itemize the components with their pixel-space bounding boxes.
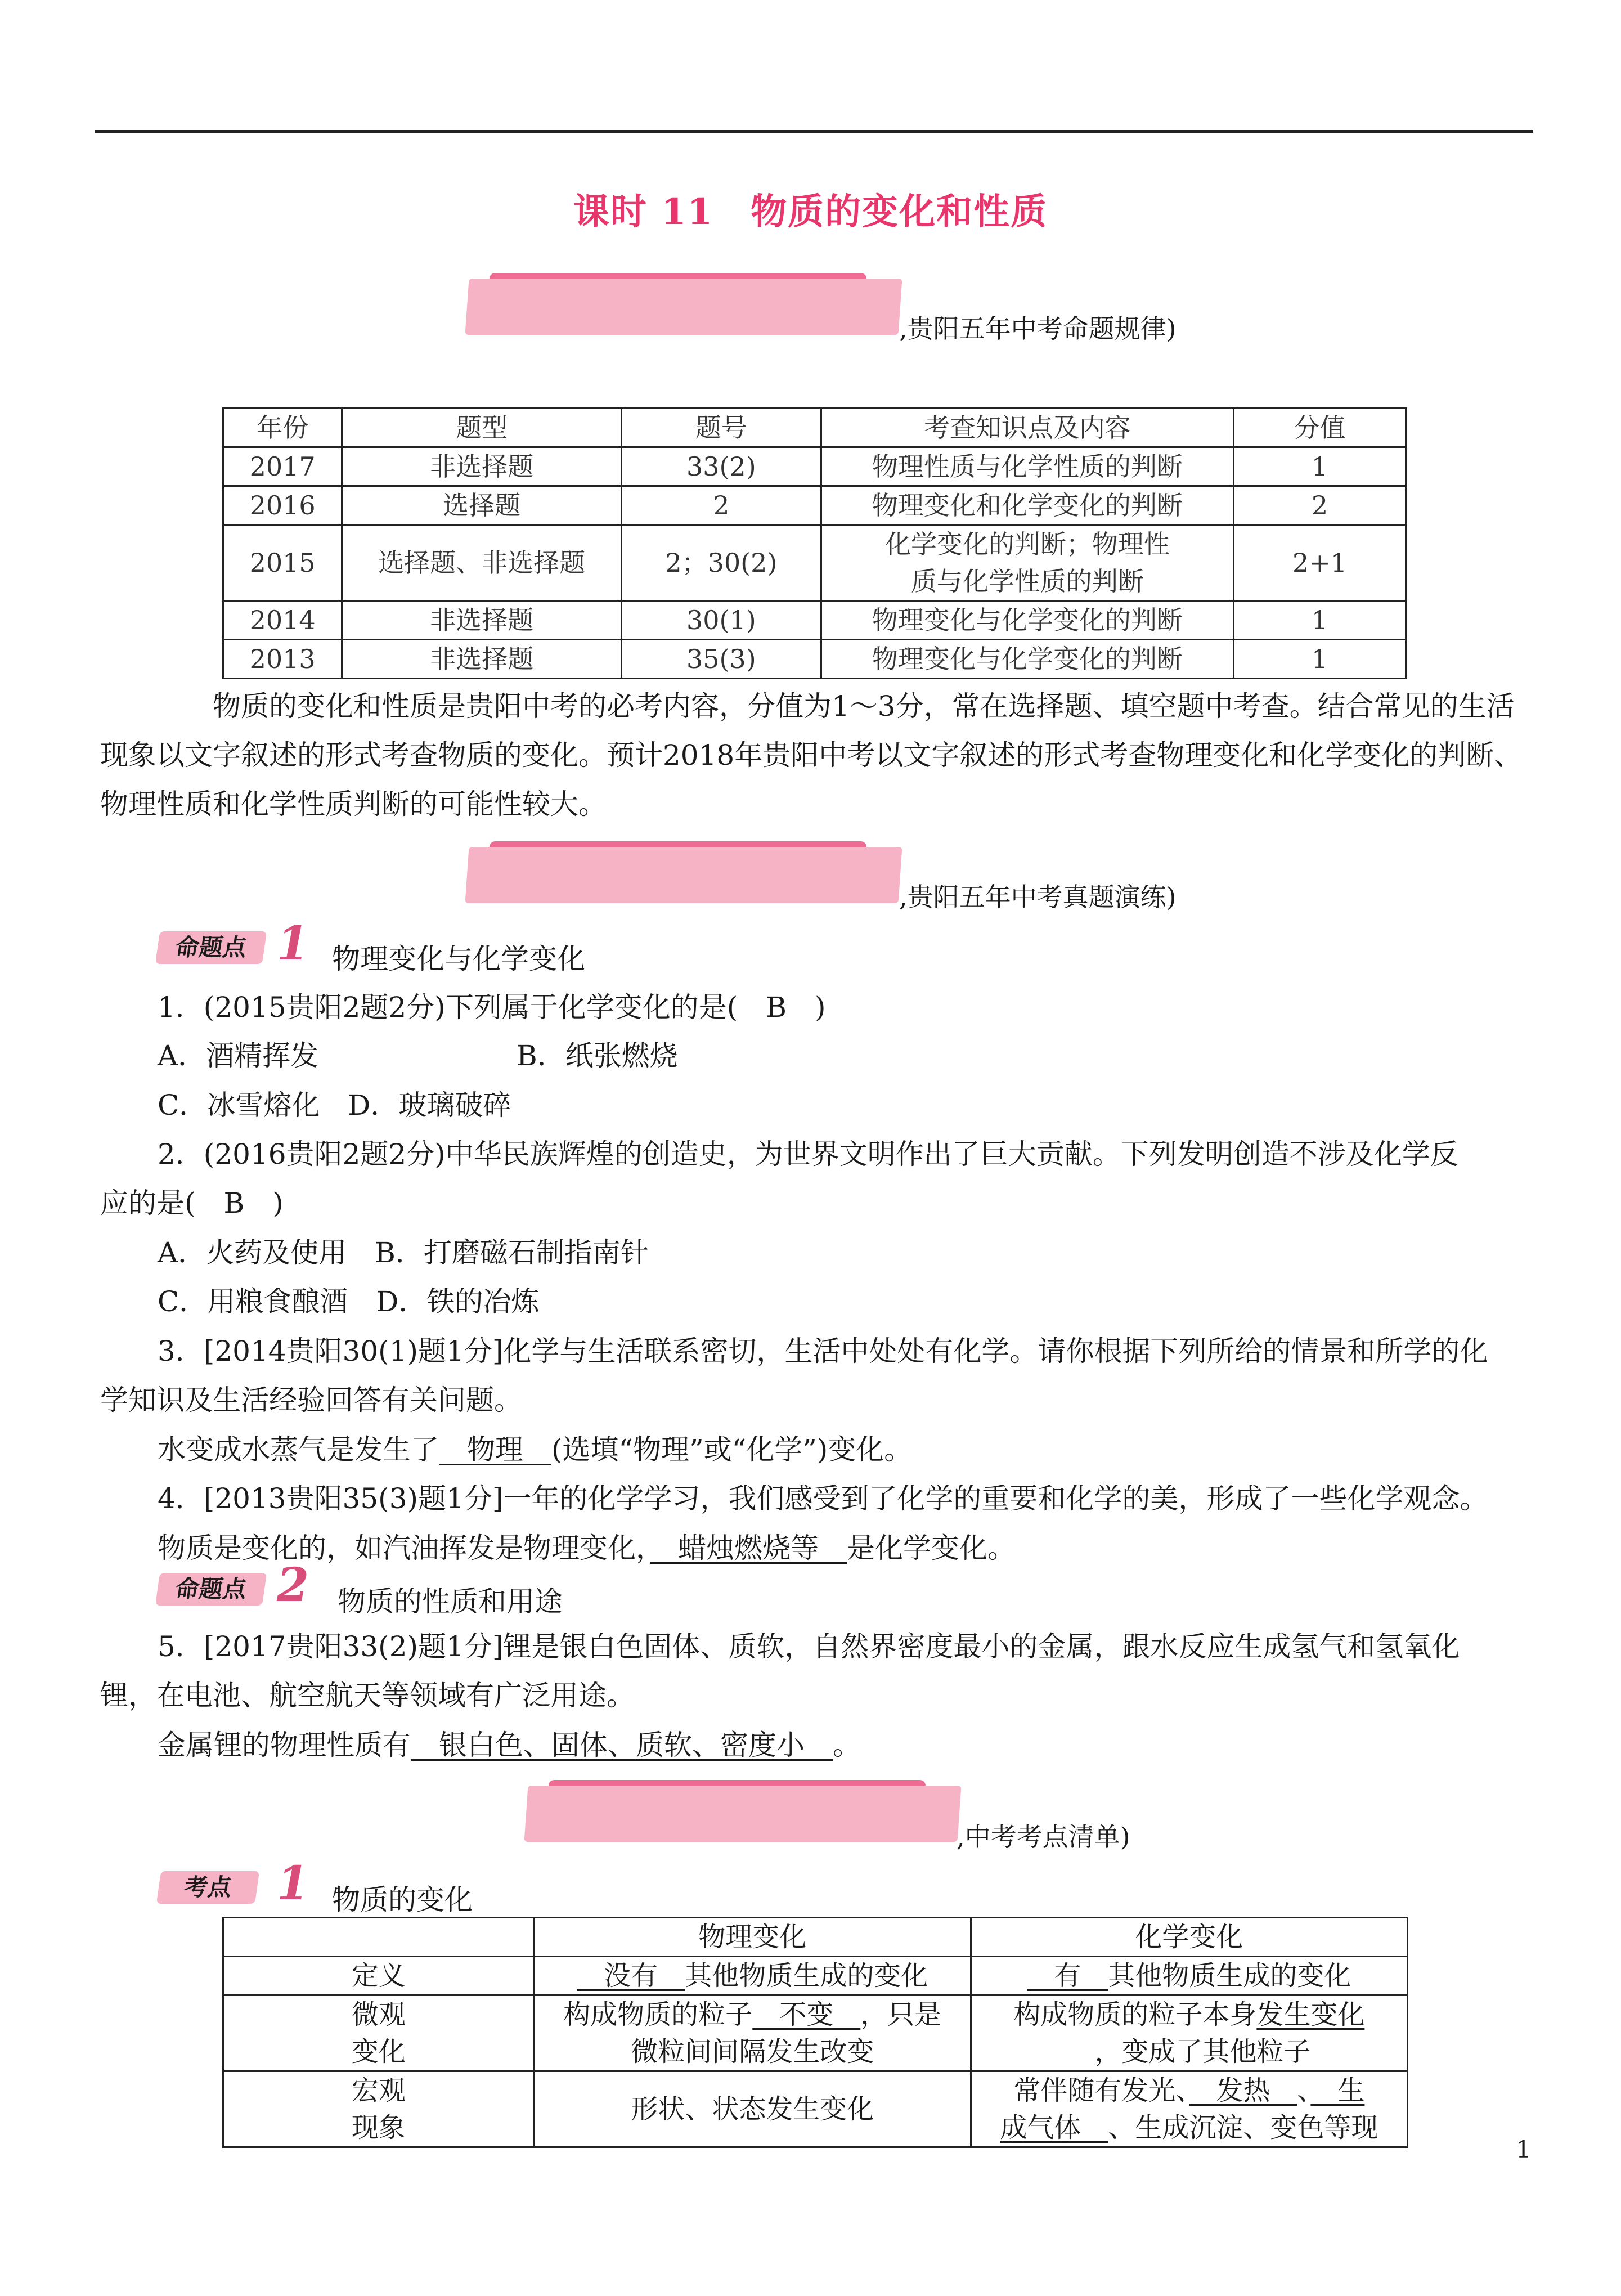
chemical-macro-text: 常伴随有发光、 [1013,2075,1189,2106]
topic-badge-1: 命题点 [155,931,267,964]
question-3-answer: 物理 [439,1433,551,1466]
keypoint-title-1: 物质的变化 [332,1884,473,1916]
physical-micro-text-3: 微粒间间隔发生改变 [631,2036,874,2068]
cell: 1 [1234,447,1406,486]
physical-micro-answer: 不变 [752,1999,861,2030]
cell: 物理变化与化学变化的判断 [821,640,1233,679]
physical-definition [534,1957,971,1995]
chemical-micro-text-2: ，变成了其他粒子 [1067,2036,1311,2068]
question-2-options-cd: C．用粮食酿酒 D．铁的冶炼 [158,1285,540,1318]
table-row-macro [223,2071,1408,2147]
chemical-definition [971,1957,1407,1995]
table-row [223,486,1406,525]
question-1-stem: 1．(2015贵阳2题2分)下列属于化学变化的是( [158,991,766,1024]
chemical-macro-sep: 、 [1297,2075,1311,2106]
exam-pattern-table [222,407,1407,679]
cell: 2015 [223,525,342,601]
question-4-line-1: 4．[2013贵阳35(3)题1分]一年的化学学习，我们感受到了化学的重要和化学的美，形成了一些化学观念。 [158,1482,1488,1515]
top-rule [95,130,1533,133]
section-banner-2 [467,841,900,906]
cell: 2016 [223,486,342,525]
chemical-macro [971,2071,1407,2147]
question-4-fill-end: 是化学变化。 [847,1532,1016,1564]
row-label-macro [223,2071,535,2147]
banner-caption-3: ,中考考点清单) [957,1822,1130,1852]
question-5-answer: 银白色、固体、质软、密度小 [411,1729,833,1761]
question-2-stem-end: ) [244,1187,284,1219]
row-label-micro-1: 微观 [351,1999,406,2030]
cell: 化学变化的判断；物理性质与化学性质的判断 [821,525,1233,601]
cell: 非选择题 [342,447,622,486]
table-row [223,640,1406,679]
topic-title-1: 物理变化与化学变化 [332,943,585,975]
cell: 33(2) [621,447,821,486]
question-1-stem-end: ) [786,991,826,1024]
question-2-stem: 应的是( [100,1187,224,1219]
question-1-option-a: A．酒精挥发 [158,1039,319,1072]
cell: 物理变化与化学变化的判断 [821,601,1233,640]
section-banner-3 [526,1780,959,1845]
topic-title-2: 物质的性质和用途 [338,1585,563,1618]
chemical-macro-answer-2a: 生 [1310,2075,1365,2106]
cell: 2 [621,486,821,525]
cell: 2 [1234,486,1406,525]
physical-definition-answer: 没有 [577,1960,685,1992]
question-1-answer: B [766,991,787,1024]
cell: 物理性质与化学性质的判断 [821,447,1233,486]
summary-paragraph: 物质的变化和性质是贵阳中考的必考内容，分值为1～3分，常在选择题、填空题中考查。结合常见的生活现象以文字叙述的形式考查物质的变化。预计2018年贵阳中考以文字叙述的形式考查物理变化和化学变化的判断、物理性质和化学性质判断的可能性较大。 [100,690,1523,820]
section-banner-1 [467,273,900,338]
keypoint-number-1: 1 [277,1856,309,1911]
cell: 非选择题 [342,601,622,640]
topic-badge-2: 命题点 [155,1573,267,1606]
header-physical: 物理变化 [534,1918,971,1957]
topic-number-1: 1 [277,917,309,971]
table-row-definition [223,1957,1408,1995]
keypoint-badge-1: 考点 [156,1871,259,1904]
page-number: 1 [1516,2136,1531,2163]
banner-caption-2: ,贵阳五年中考真题演练) [899,882,1177,912]
question-1 [158,985,825,1025]
chemical-definition-answer: 有 [1027,1960,1108,1992]
chemical-micro [971,1995,1407,2071]
header-chemical: 化学变化 [971,1918,1407,1957]
question-2-line-2 [100,1181,284,1221]
table-header-row [223,409,1406,447]
cell: 1 [1234,640,1406,679]
physical-definition-text: 其他物质生成的变化 [685,1960,928,1992]
header-type: 题型 [342,409,622,447]
question-3-line-2: 学知识及生活经验回答有关问题。 [100,1384,522,1416]
question-2-answer: B [223,1187,245,1219]
page-title: 课时 11 物质的变化和性质 [573,191,1048,233]
topic-number-2: 2 [277,1558,309,1612]
question-1-options-cd: C．冰雪熔化 D．玻璃破碎 [158,1089,511,1122]
cell: 非选择题 [342,640,622,679]
cell: 30(1) [621,601,821,640]
banner-caption-1: ,贵阳五年中考命题规律) [899,313,1177,344]
cell: 物理变化和化学变化的判断 [821,486,1233,525]
question-3-line-1: 3．[2014贵阳30(1)题1分]化学与生活联系密切，生活中处处有化学。请你根据下列所给的情景和所学的化 [158,1335,1488,1367]
cell: 2013 [223,640,342,679]
question-5-fill-text: 金属锂的物理性质有 [158,1729,411,1761]
cell: 2017 [223,447,342,486]
question-5-fill-end: 。 [833,1729,861,1761]
header-score: 分值 [1234,409,1406,447]
row-label-macro-1: 宏观 [351,2075,406,2106]
row-label-definition: 定义 [223,1957,535,1995]
chemical-macro-answer-2b: 成气体 [1000,2112,1108,2143]
change-comparison-table [222,1917,1408,2148]
question-3-fill-end: (选填“物理”或“化学”)变化。 [551,1433,913,1466]
question-5-line-2: 锂，在电池、航空航天等领域有广泛用途。 [100,1679,635,1712]
header-blank [223,1918,535,1957]
table-row [223,447,1406,486]
chemical-macro-text-2: 、生成沉淀、变色等现 [1108,2112,1378,2143]
table-row-micro [223,1995,1408,2071]
physical-micro-text: 构成物质的粒子 [563,1999,753,2030]
cell: 选择题 [342,486,622,525]
cell: 选择题、非选择题 [342,525,622,601]
chemical-definition-text: 其他物质生成的变化 [1108,1960,1351,1992]
question-4-fill-text: 物质是变化的，如汽油挥发是物理变化， [158,1532,650,1564]
header-year: 年份 [223,409,342,447]
question-2-line-1: 2．(2016贵阳2题2分)中华民族辉煌的创造史，为世界文明作出了巨大贡献。下列发明创造不涉及化学反 [158,1138,1458,1171]
cell: 35(3) [621,640,821,679]
question-5-line-1: 5．[2017贵阳33(2)题1分]锂是银白色固体、质软，自然界密度最小的金属，跟水反应生成氢气和氢氧化 [158,1630,1460,1663]
question-3-fill [158,1427,912,1468]
chemical-micro-text: 构成物质的粒子本身 [1013,1999,1257,2030]
cell: 2+1 [1234,525,1406,601]
physical-macro: 形状、状态发生变化 [534,2071,971,2147]
header-number: 题号 [621,409,821,447]
question-2-options-ab: A．火药及使用 B．打磨磁石制指南针 [158,1236,649,1269]
table-header-row [223,1918,1408,1957]
table-row [223,601,1406,640]
cell: 2；30(2) [621,525,821,601]
cell: 1 [1234,601,1406,640]
question-4-answer: 蜡烛燃烧等 [650,1532,847,1564]
chemical-micro-answer: 发生变化 [1256,1999,1365,2030]
row-label-macro-2: 现象 [351,2112,406,2143]
question-1-option-b: B．纸张燃烧 [517,1039,678,1072]
row-label-micro [223,1995,535,2071]
physical-micro [534,1995,971,2071]
table-row [223,525,1406,601]
physical-micro-text-2: ，只是 [860,1999,942,2030]
question-3-fill-text: 水变成水蒸气是发生了 [158,1433,439,1466]
cell: 2014 [223,601,342,640]
header-content: 考查知识点及内容 [821,409,1233,447]
row-label-micro-2: 变化 [351,2036,406,2068]
question-5-fill [158,1723,861,1763]
chemical-macro-answer-1: 发热 [1189,2075,1297,2106]
